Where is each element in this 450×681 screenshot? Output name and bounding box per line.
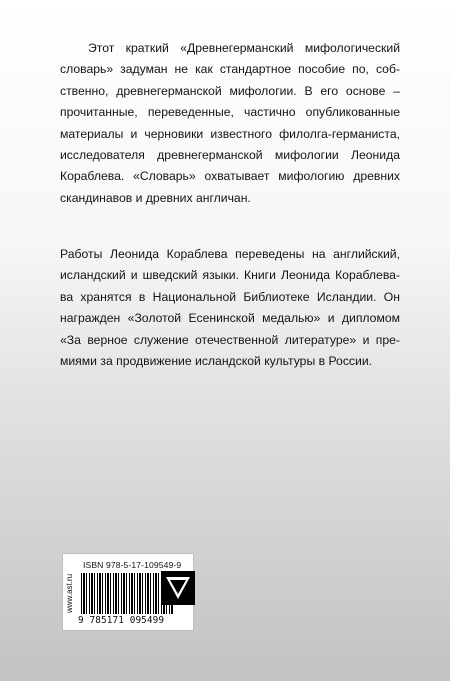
barcode-number: 9 785171 095499	[78, 615, 165, 626]
isbn-label: ISBN 978-5-17-109549-9	[83, 560, 182, 570]
annotation-line: словарь» задуман не как стандартное пособие по, соб-	[60, 62, 400, 77]
annotation-line: ва хранятся в Национальной Библиотеке Исландии. Он	[60, 289, 400, 304]
annotation-line: Работы Леонида Кораблева переведены на английский,	[60, 247, 400, 261]
annotation-line: исследователя древнегерманской мифологии Леонида	[60, 148, 400, 163]
annotation-line: Этот краткий «Древнегерманский мифологический	[88, 41, 400, 55]
annotation-line: ственно, древнегерманской мифологии. В его основе –	[60, 83, 400, 98]
annotation-line: материалы и черновики известного филолга-германиста,	[60, 126, 400, 141]
annotation-line: миями за продвижение исландской культуры в России.	[60, 354, 373, 369]
annotation-line: исландский и шведский языки. Книги Леонида Кораблева-	[60, 268, 400, 283]
publisher-site-label: www.ast.ru	[65, 573, 74, 613]
publisher-v-logo-icon	[160, 570, 196, 606]
annotation-line: «За верное служение отечественной литературе» и пре-	[60, 332, 400, 347]
annotation-line: Кораблева. «Словарь» охватывает мифологию древних	[60, 169, 400, 184]
annotation-line: прочитанные, переведенные, частично опубликованные	[60, 105, 400, 120]
annotation-line: скандинавов и древних англичан.	[60, 190, 251, 205]
annotation-paragraph-1	[60, 38, 400, 209]
annotation-line: награжден «Золотой Есенинской медалью» и дипломом	[60, 311, 400, 326]
annotation-paragraph-2	[60, 244, 400, 372]
